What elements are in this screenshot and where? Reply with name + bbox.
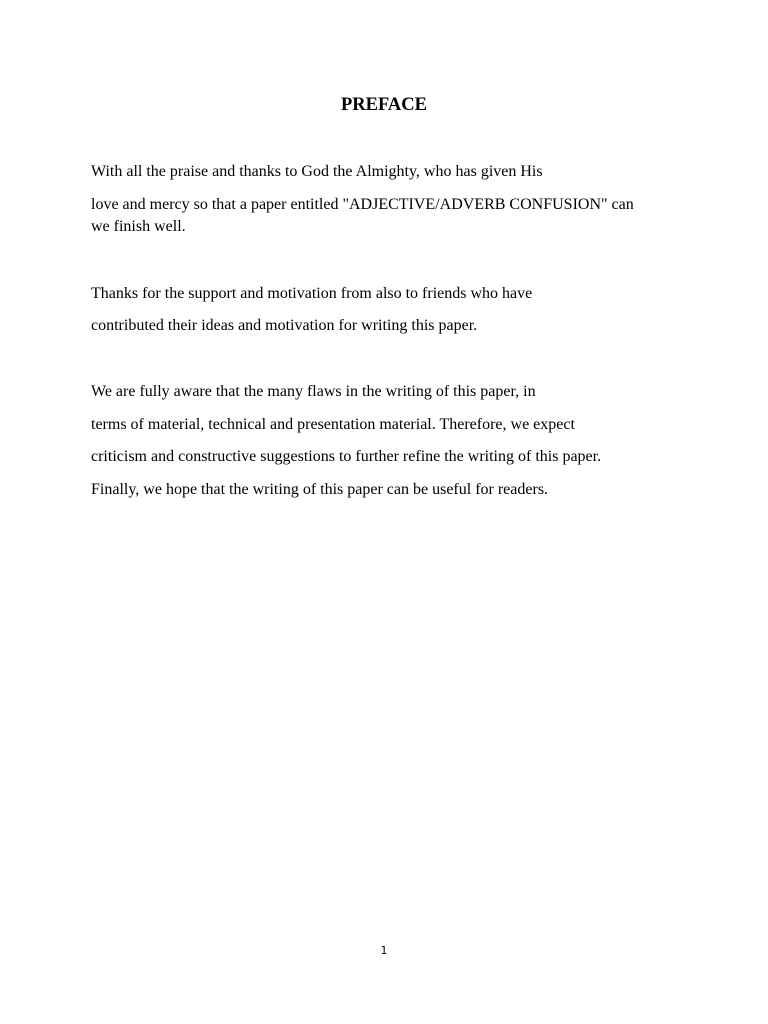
- paragraph-line: criticism and constructive suggestions to further refine the writing of this paper.: [91, 448, 602, 465]
- paragraph-line: contributed their ideas and motivation for writing this paper.: [91, 317, 478, 334]
- paragraph-line: terms of material, technical and presentation material. Therefore, we expect: [91, 416, 575, 433]
- paragraph-line: love and mercy so that a paper entitled "ADJECTIVE/ADVERB CONFUSION" can: [91, 196, 634, 213]
- paragraph-line: Finally, we hope that the writing of this paper can be useful for readers.: [91, 481, 549, 498]
- paragraph-line: we finish well.: [91, 218, 186, 235]
- paragraph-line: We are fully aware that the many flaws in the writing of this paper, in: [91, 383, 536, 400]
- page-title: PREFACE: [341, 95, 427, 115]
- page-number: 1: [380, 944, 388, 957]
- paragraph-line: With all the praise and thanks to God the Almighty, who has given His: [91, 163, 543, 180]
- paragraph-line: Thanks for the support and motivation from also to friends who have: [91, 285, 533, 302]
